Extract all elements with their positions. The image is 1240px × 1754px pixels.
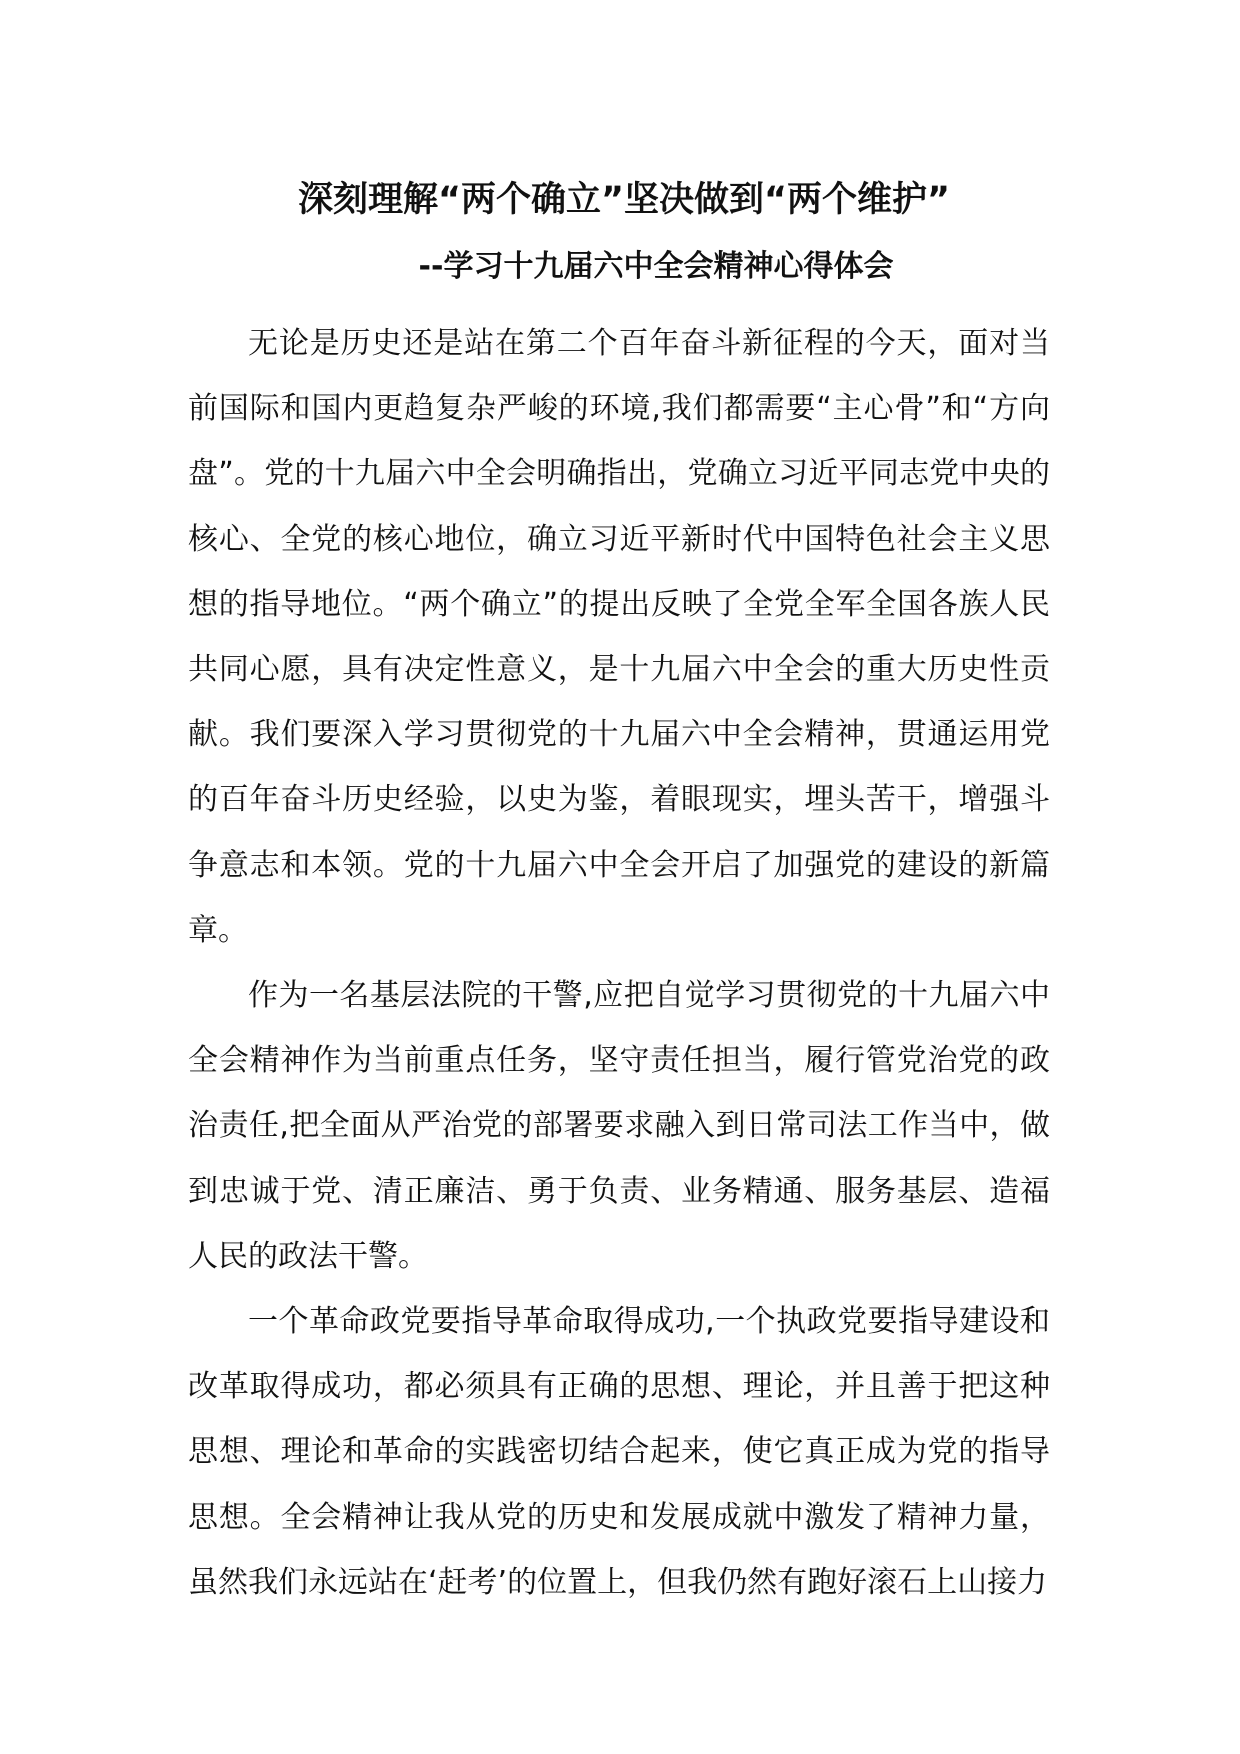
document-subtitle: --学习十九届六中全会精神心得体会 [418,249,894,284]
paragraph-1: 无论是历史还是站在第二个百年奋斗新征程的今天，面对当前国际和国内更趋复杂严峻的环境,我们都需要“主心骨”和“方向盘”。党的十九届六中全会明确指出，党确立习近平同志党中央的核心、全党的核心地位，确立习近平新时代中国特色社会主义思想的指导地位。“两个确立”的提出反映了全党全军全国各族人民共同心愿，具有决定性意义，是十九届六中全会的重大历史性贡献。我们要深入学习贯彻党的十九届六中全会精神，贯通运用党的百年奋斗历史经验，以史为鉴，着眼现实，埋头苦干，增强斗争意志和本领。党的十九届六中全会开启了加强党的建设的新篇章。 [188,326,1050,948]
paragraph-2: 作为一名基层法院的干警,应把自觉学习贯彻党的十九届六中全会精神作为当前重点任务，坚守责任担当，履行管党治党的政治责任,把全面从严治党的部署要求融入到日常司法工作当中，做到忠诚于党、清正廉洁、勇于负责、业务精通、服务基层、造福人民的政法干警。 [188,978,1050,1274]
paragraph-3: 一个革命政党要指导革命取得成功,一个执政党要指导建设和改革取得成功，都必须具有正确的思想、理论，并且善于把这种思想、理论和革命的实践密切结合起来，使它真正成为党的指导思想。全会精神让我从党的历史和发展成就中激发了精神力量，虽然我们永远站在‘赶考’的位置上，但我仍然有跑好滚石上山接力 [188,1304,1050,1600]
document-body [188,311,1050,1615]
document-title: 深刻理解“两个确立”坚决做到“两个维护” [297,180,950,220]
